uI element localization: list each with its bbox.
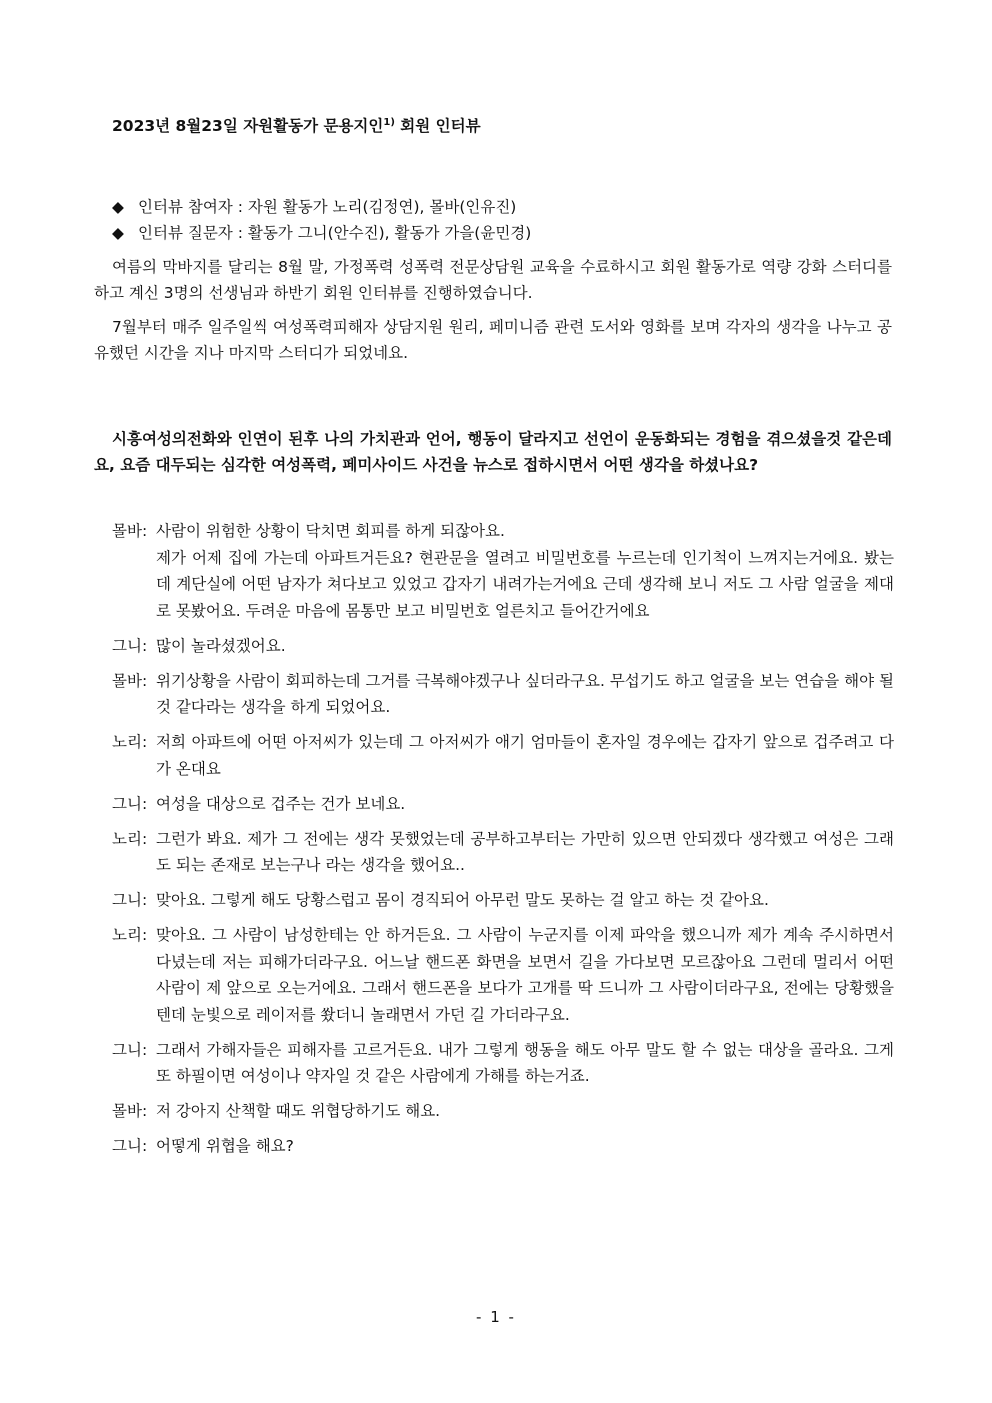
participant-bullet xyxy=(112,194,892,220)
speech-line: 사람이 위험한 상황이 닥치면 회피를 하게 되잖아요. xyxy=(156,522,505,540)
speaker-label: 노리: xyxy=(112,926,148,944)
speech-text: 그런가 봐요. 제가 그 전에는 생각 못했었는데 공부하고부터는 가만히 있으면 안되겠다 생각했고 여성은 그래도 되는 존재로 보는구나 라는 생각을 했어요.. xyxy=(156,829,894,874)
document-title xyxy=(112,114,892,136)
page-number: - 1 - xyxy=(476,1308,516,1326)
dialogue-turn xyxy=(112,633,894,660)
diamond-bullet-icon: ◆ xyxy=(112,224,124,242)
dialogue-turn xyxy=(112,1133,894,1160)
intro-section xyxy=(94,254,892,374)
speaker-label: 몰바: xyxy=(112,671,148,690)
bullet-text: 인터뷰 질문자 : 활동가 그니(안수진), 활동가 가을(윤민경) xyxy=(138,224,532,242)
speech-text: 여성을 대상으로 겁주는 건가 보네요. xyxy=(156,794,406,813)
interview-question: 시흥여성의전화와 인연이 된후 나의 가치관과 언어, 행동이 달라지고 선언이 운동화되는 경험을 겪으셨을것 같은데요, 요즘 대두되는 심각한 여성폭력, 페미사이드 사건을 뉴스로 접하시면서 어떤 생각을 하셨나요? xyxy=(94,430,892,474)
speaker-label: 그니: xyxy=(112,636,148,655)
dialogue-turn xyxy=(112,826,894,879)
diamond-bullet-icon: ◆ xyxy=(112,198,124,216)
speaker-label: 그니: xyxy=(112,1137,148,1155)
dialogue-turn xyxy=(112,922,894,1028)
dialogue-turn xyxy=(112,1037,894,1090)
dialogue-turn xyxy=(112,1098,894,1125)
speech-text: 어떻게 위협을 해요? xyxy=(156,1137,294,1155)
speech-text: 많이 놀라셨겠어요. xyxy=(156,636,286,655)
intro-paragraph: 여름의 막바지를 달리는 8월 말, 가정폭력 성폭력 전문상담원 교육을 수료하시고 회원 활동가로 역량 강화 스터디를 하고 계신 3명의 선생님과 하반기 회원 인터뷰를 진행하였습니다. xyxy=(94,258,892,302)
dialogue-turn xyxy=(112,887,894,914)
dialogue-turn xyxy=(112,668,894,721)
speaker-label: 그니: xyxy=(112,1040,148,1059)
speaker-label: 노리: xyxy=(112,733,148,751)
speech-text: 맞아요. 그 사람이 남성한테는 안 하거든요. 그 사람이 누군지를 이제 파악을 했으니까 제가 계속 주시하면서 다녔는데 저는 피해가더라구요. 어느날 핸드폰 화면을 보면서 길을 가다보면 모르잖아요 그런데 멀리서 어떤 사람이 제 앞으로 오는거에요. 그래서 핸드폰을 보다가 고개를 딱 드니까 그 사람이더라구요, 전에는 당황했을 텐데 눈빛으로 레이저를 쐈더니 놀래면서 가던 길 가더라구요. xyxy=(156,926,894,1024)
speaker-label: 그니: xyxy=(112,794,148,813)
dialogue-turn xyxy=(112,518,894,624)
speaker-label: 몰바: xyxy=(112,1102,148,1120)
participant-list xyxy=(112,194,892,246)
dialogue-turn xyxy=(112,791,894,818)
footnote-mark[interactable]: 1) xyxy=(383,116,395,128)
intro-paragraph: 7월부터 매주 일주일씩 여성폭력피해자 상담지원 원리, 페미니즘 관련 도서와 영화를 보며 각자의 생각을 나누고 공유했던 시간을 지나 마지막 스터디가 되었네요. xyxy=(94,318,892,362)
speaker-label: 노리: xyxy=(112,829,148,848)
dialogue-section xyxy=(112,518,894,1168)
speaker-label: 몰바: xyxy=(112,522,148,540)
speech-text: 위기상황을 사람이 회피하는데 그거를 극복해야겠구나 싶더라구요. 무섭기도 하고 얼굴을 보는 연습을 해야 될 것 같다라는 생각을 하게 되었어요. xyxy=(156,671,894,716)
interviewer-bullet xyxy=(112,220,892,246)
title-text: 2023년 8월23일 자원활동가 문용지인 xyxy=(112,117,384,135)
speech-text xyxy=(156,518,894,624)
speech-text: 저희 아파트에 어떤 아저씨가 있는데 그 아저씨가 애기 엄마들이 혼자일 경우에는 갑자기 앞으로 겁주려고 다가 온대요 xyxy=(156,733,894,778)
speech-text: 저 강아지 산책할 때도 위협당하기도 해요. xyxy=(156,1102,441,1120)
speech-text: 맞아요. 그렇게 해도 당황스럽고 몸이 경직되어 아무런 말도 못하는 걸 알고 하는 것 같아요. xyxy=(156,891,769,909)
speech-text: 그래서 가해자들은 피해자를 고르거든요. 내가 그렇게 행동을 해도 아무 말도 할 수 없는 대상을 골라요. 그게 또 하필이면 여성이나 약자일 것 같은 사람에게 가해를 하는거죠. xyxy=(156,1040,894,1085)
dialogue-turn xyxy=(112,729,894,782)
speaker-label: 그니: xyxy=(112,891,148,909)
bullet-text: 인터뷰 참여자 : 자원 활동가 노리(김정연), 몰바(인유진) xyxy=(138,198,517,216)
title-suffix: 회원 인터뷰 xyxy=(394,117,481,135)
speech-continuation: 제가 어제 집에 가는데 아파트거든요? 현관문을 열려고 비밀번호를 누르는데 인기척이 느껴지는거에요. 봤는데 계단실에 어떤 남자가 쳐다보고 있었고 갑자기 내려가는거에요 근데 생각해 보니 저도 그 사람 얼굴을 제대로 못봤어요. 두려운 마음에 몸통만 보고 비밀번호 얼른치고 들어간거에요 xyxy=(156,548,894,620)
